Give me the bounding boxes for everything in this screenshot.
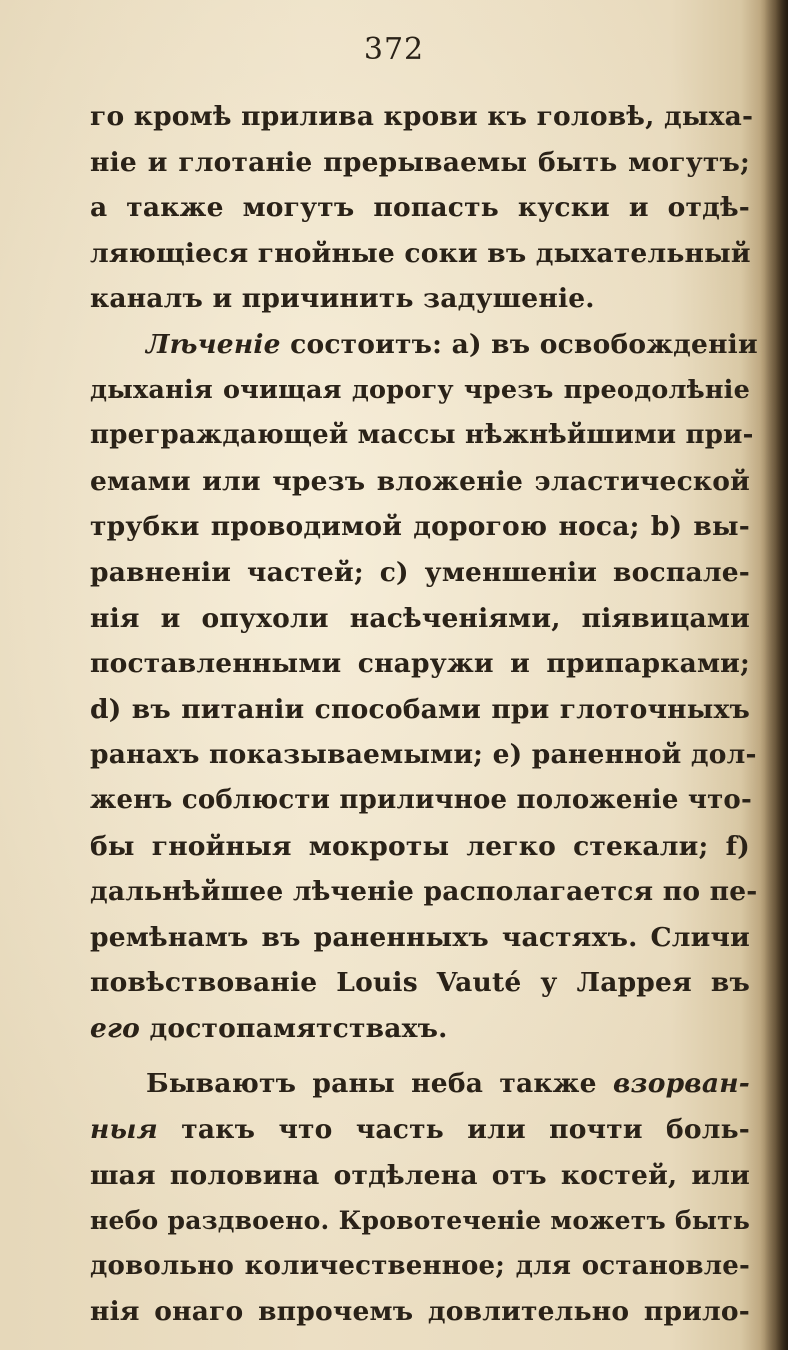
text-line: преграждающей массы нѣжнѣйшими при-: [90, 420, 754, 451]
text-line: Лѣченіе состоитъ: а) въ освобожденіи: [146, 328, 758, 360]
text-line: довольно количественное; для остановле-: [90, 1250, 750, 1281]
text-line: го кромѣ прилива крови къ головѣ, дыха-: [90, 101, 754, 132]
text-line: равненіи частей; с) уменшеніи воспале-: [90, 556, 750, 588]
text-line: дальнѣйшее лѣченіе располагается по пе-: [90, 876, 758, 908]
text-line: трубки проводимой дорогою носа; b) вы-: [90, 511, 750, 543]
text-line: ныя такъ что часть или почти боль-: [90, 1114, 751, 1146]
text-line: шая половина отдѣлена отъ костей, или: [90, 1159, 750, 1191]
text-line: его достопамятствахъ.: [90, 1012, 448, 1044]
text-line: ляющіеся гнойные соки въ дыхательный: [90, 237, 751, 269]
page-number: 372: [363, 32, 425, 67]
text-line: женъ соблюсти приличное положеніе что-: [90, 784, 752, 815]
text-line: Бываютъ раны неба также взорван-: [146, 1068, 750, 1100]
text-line: нія онаго впрочемъ довлительно прило-: [90, 1296, 750, 1328]
text-line: емами или чрезъ вложеніе эластической: [90, 465, 750, 497]
text-line: небо раздвоено. Кровотеченіе можетъ быть: [90, 1206, 750, 1236]
text-line: а также могутъ попасть куски и отдѣ-: [90, 192, 750, 224]
text-line: повѣствованіе Louis Vauté у Ларрея въ: [90, 967, 750, 999]
text-line: ранахъ показываемыми; е) раненной дол-: [90, 739, 757, 771]
text-line: ремѣнамъ въ раненныхъ частяхъ. Сличи: [90, 921, 750, 953]
body-text: [90, 94, 758, 1335]
text-line: бы гнойныя мокроты легко стекали; f): [90, 830, 750, 862]
text-line: нія и опухоли насѣченіями, піявицами: [90, 602, 750, 634]
book-spine-shadow: [760, 0, 788, 1350]
text-line: d) въ питаніи способами при глоточныхъ: [90, 693, 750, 725]
text-line: поставленными снаружи и припарками;: [90, 648, 750, 680]
text-line: дыханія очищая дорогу чрезъ преодолѣніе: [90, 374, 750, 405]
text-line: ніе и глотаніе прерываемы быть могутъ;: [90, 146, 750, 178]
text-line: каналъ и причинить задушеніе.: [90, 283, 595, 315]
